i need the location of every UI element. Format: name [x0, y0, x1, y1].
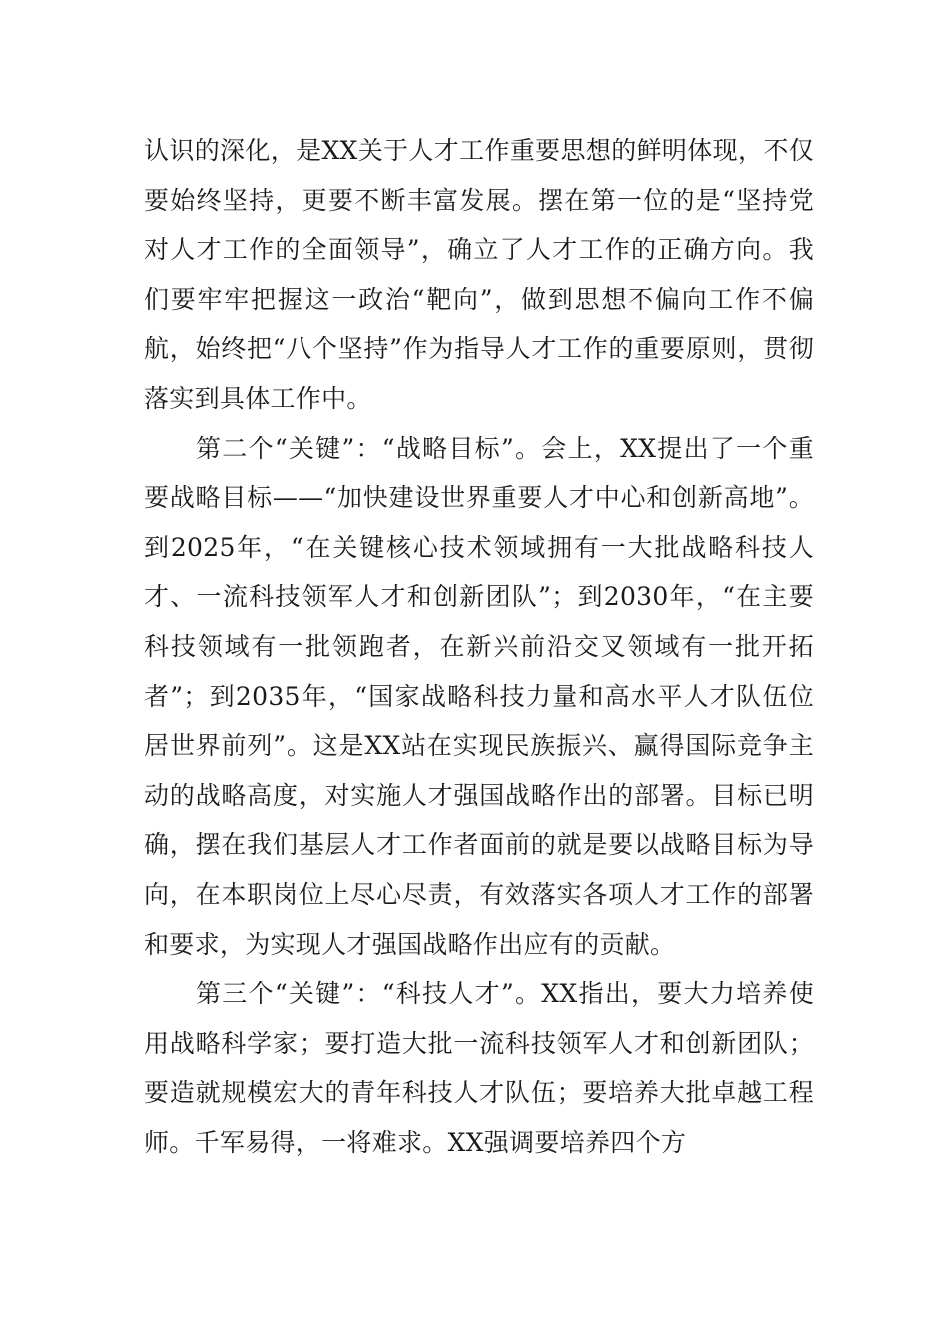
document-body — [144, 126, 814, 1167]
paragraph-strategic-goal: 第二个“关键”：“战略目标”。会上，XX提出了一个重要战略目标——“加快建设世界重要人才中心和创新高地”。到2025年，“在关键核心技术领域拥有一大批战略科技人才、一流科技领军人才和创新团队”；到2030年，“在主要科技领域有一批领跑者，在新兴前沿交叉领域有一批开拓者”；到2035年，“国家战略科技力量和高水平人才队伍位居世界前列”。这是XX站在实现民族振兴、赢得国际竞争主动的战略高度，对实施人才强国战略作出的部署。目标已明确，摆在我们基层人才工作者面前的就是要以战略目标为导向，在本职岗位上尽心尽责，有效落实各项人才工作的部署和要求，为实现人才强国战略作出应有的贡献。 — [144, 433, 814, 959]
paragraph-tech-talent: 第三个“关键”：“科技人才”。XX指出，要大力培养使用战略科学家；要打造大批一流科技领军人才和创新团队；要造就规模宏大的青年科技人才队伍；要培养大批卓越工程师。千军易得，一将难求。XX强调要培养四个方 — [144, 979, 814, 1157]
paragraph-continued: 认识的深化，是XX关于人才工作重要思想的鲜明体现，不仅要始终坚持，更要不断丰富发展。摆在第一位的是“坚持党对人才工作的全面领导”，确立了人才工作的正确方向。我们要牢牢把握这一政治“靶向”，做到思想不偏向工作不偏航，始终把“八个坚持”作为指导人才工作的重要原则，贯彻落实到具体工作中。 — [144, 136, 814, 413]
